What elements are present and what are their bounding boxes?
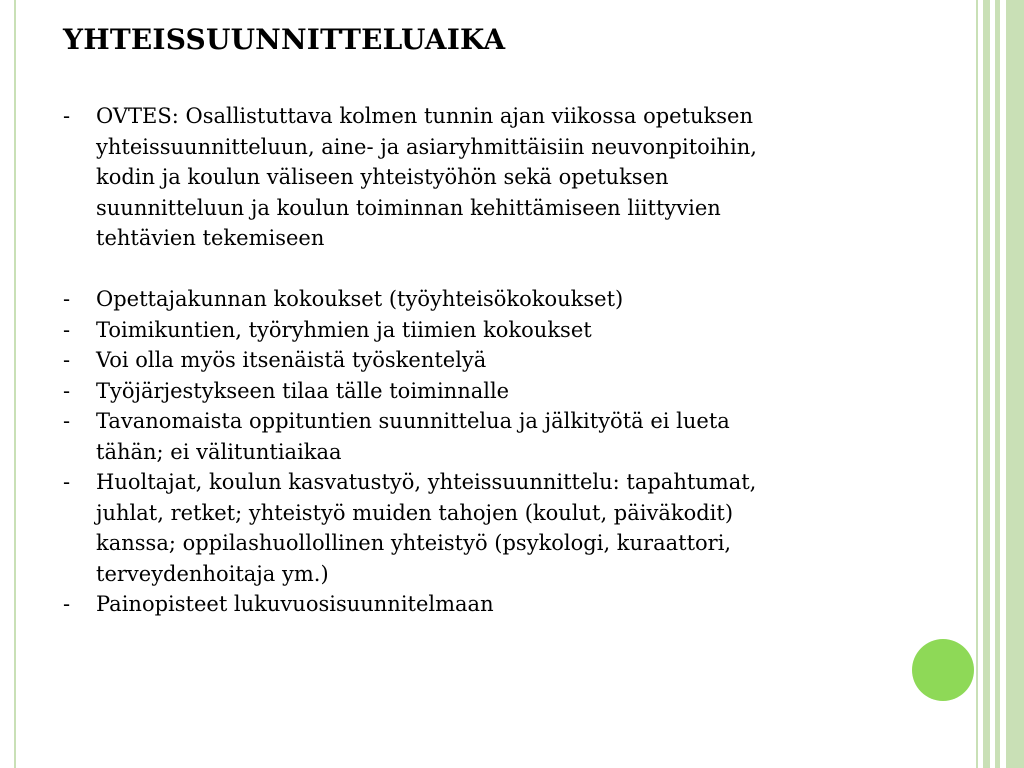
bullet-text: Tavanomaista oppituntien suunnittelua ja jälkityötä ei lueta tähän; ei välituntiaikaa	[96, 409, 730, 464]
bullet-item	[63, 101, 923, 254]
bullet-item	[63, 284, 923, 315]
bullet-dash: -	[63, 317, 71, 342]
bullet-dash: -	[63, 104, 71, 128]
bullet-item	[63, 315, 923, 346]
bullet-text: Työjärjestykseen tilaa tälle toiminnalle	[96, 378, 510, 403]
bullet-text: Opettajakunnan kokoukset (työyhteisökokoukset)	[96, 287, 624, 311]
bullet-item	[63, 376, 923, 407]
bullet-item	[63, 345, 923, 376]
bullet-text: Toimikuntien, työryhmien ja tiimien kokoukset	[96, 317, 592, 342]
right-stripe-1	[976, 0, 978, 768]
bullet-dash: -	[63, 592, 71, 616]
bullet-dash: -	[63, 378, 71, 403]
bullet-text: Huoltajat, koulun kasvatustyö, yhteissuunnittelu: tapahtumat, juhlat, retket; yhteistyö muiden tahojen (koulut, päiväkodit) kanssa; oppilashuollollinen yhteistyö (psykologi, kuraattori, terveydenhoitaja ym.)	[96, 470, 757, 586]
bullet-dash: -	[63, 470, 71, 494]
green-circle-decoration	[912, 639, 974, 701]
bullet-item	[63, 406, 923, 467]
slide-body	[63, 101, 923, 620]
bullet-dash: -	[63, 409, 71, 433]
right-stripe-3	[995, 0, 1000, 768]
bullet-text: Voi olla myös itsenäistä työskentelyä	[96, 348, 487, 372]
bullet-item	[63, 589, 923, 620]
left-border-line	[14, 0, 16, 768]
bullet-text: Painopisteet lukuvuosisuunnitelmaan	[96, 592, 494, 616]
bullet-item	[63, 467, 923, 589]
right-stripe-4	[1006, 0, 1024, 768]
bullet-dash: -	[63, 287, 71, 311]
right-stripe-2	[983, 0, 990, 768]
slide-title: YHTEISSUUNNITTELUAIKA	[63, 23, 506, 56]
spacer	[63, 254, 923, 285]
bullet-dash: -	[63, 348, 71, 372]
bullet-text: OVTES: Osallistuttava kolmen tunnin ajan viikossa opetuksen yhteissuunnitteluun, aine- ja asiaryhmittäisiin neuvonpitoihin, kodin ja koulun väliseen yhteistyöhön sekä opetuksen suunnitteluun ja koulun toiminnan kehittämiseen liittyvien tehtävien tekemiseen	[96, 104, 757, 250]
